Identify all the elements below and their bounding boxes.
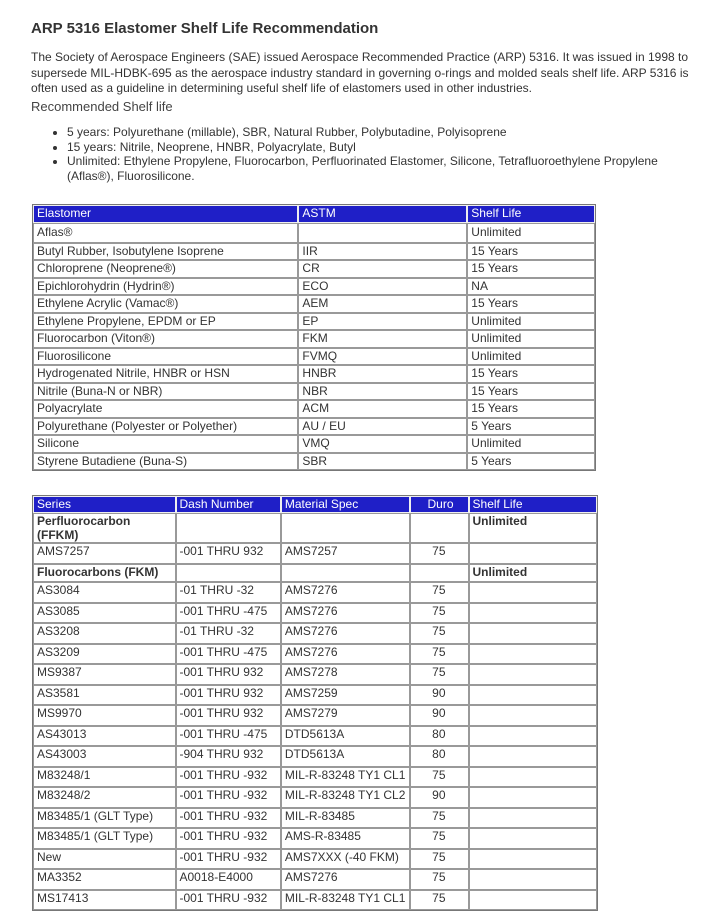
table-row [33,295,595,313]
table-cell: MA3352 [33,869,176,890]
table-row [33,705,597,726]
table-row [33,603,597,624]
table-cell: Ethylene Propylene, EPDM or EP [33,313,298,331]
table-cell: 15 Years [467,365,595,383]
table-cell [298,223,467,243]
table-cell: -001 THRU -932 [176,787,281,808]
table-row [33,513,597,543]
table-cell [469,849,597,870]
table-cell: Ethylene Acrylic (Vamac®) [33,295,298,313]
table-cell: 90 [410,685,468,706]
table-cell: AMS-R-83485 [281,828,410,849]
table-cell: 75 [410,869,468,890]
table-cell: AMS7257 [33,543,176,564]
table-cell [281,513,410,543]
table-cell: -001 THRU 932 [176,685,281,706]
table-cell: -01 THRU -32 [176,582,281,603]
table-cell: AS3209 [33,644,176,665]
table-cell: 75 [410,603,468,624]
table-cell [469,787,597,808]
table-cell: 15 Years [467,243,595,261]
table-row [33,582,597,603]
table-cell: 15 Years [467,400,595,418]
table-row [33,418,595,436]
table-cell: -001 THRU -475 [176,726,281,747]
table-cell: Chloroprene (Neoprene®) [33,260,298,278]
table-cell [410,513,468,543]
table-cell [469,808,597,829]
column-header: Material Spec [281,496,410,513]
table-cell: AMS7276 [281,644,410,665]
table-cell: AMS7257 [281,543,410,564]
column-header: Shelf Life [467,205,595,223]
table-header-row [33,205,595,223]
table-row [33,243,595,261]
table-cell: NA [467,278,595,296]
table-cell: 90 [410,705,468,726]
elastomer-table [32,204,596,471]
table-row [33,746,597,767]
bullet-item: • Unlimited: Ethylene Propylene, Fluorocarbon, Perfluorinated Elastomer, Silicone, Tetrafluoroethylene Propylene (Aflas®), Fluorosilicone. [67,154,701,183]
table-header-row [33,496,597,513]
shelf-life-bullet-list [31,125,701,183]
table-row [33,685,597,706]
table-row [33,828,597,849]
table-row [33,313,595,331]
column-header: Dash Number [176,496,281,513]
table-cell: NBR [298,383,467,401]
table-cell: DTD5613A [281,746,410,767]
table-cell: AMS7XXX (-40 FKM) [281,849,410,870]
table-row [33,435,595,453]
column-header: Shelf Life [469,496,597,513]
table-cell: Hydrogenated Nitrile, HNBR or HSN [33,365,298,383]
table-cell [281,564,410,583]
table-cell: ACM [298,400,467,418]
table-cell: M83485/1 (GLT Type) [33,828,176,849]
table-cell: MIL-R-83485 [281,808,410,829]
table-cell: Polyacrylate [33,400,298,418]
table-cell: AU / EU [298,418,467,436]
table-cell: AS43003 [33,746,176,767]
table-cell: AS3084 [33,582,176,603]
table-cell: Butyl Rubber, Isobutylene Isoprene [33,243,298,261]
table-row [33,849,597,870]
table-cell: M83485/1 (GLT Type) [33,808,176,829]
table-cell: AMS7276 [281,623,410,644]
column-header: ASTM [298,205,467,223]
page-title: ARP 5316 Elastomer Shelf Life Recommendation [31,20,379,37]
table-cell: Perfluorocarbon (FFKM) [33,513,176,543]
table-cell: 75 [410,543,468,564]
table-cell: -001 THRU -932 [176,828,281,849]
table-cell [469,828,597,849]
table-cell: AMS7259 [281,685,410,706]
table-cell: 15 Years [467,383,595,401]
series-table [32,495,598,911]
table-cell: 75 [410,890,468,911]
table-cell: 80 [410,746,468,767]
table-cell: AS3208 [33,623,176,644]
table-row [33,543,597,564]
table-cell: AMS7279 [281,705,410,726]
table-cell: 75 [410,767,468,788]
table-cell [469,623,597,644]
table-cell [469,664,597,685]
column-header: Duro [410,496,468,513]
table-cell [469,890,597,911]
table-row [33,453,595,471]
table-row [33,564,597,583]
table-cell: Silicone [33,435,298,453]
table-cell [469,644,597,665]
table-cell [469,582,597,603]
table-cell: AS3085 [33,603,176,624]
table-row [33,383,595,401]
table-cell: -001 THRU 932 [176,664,281,685]
table-row [33,348,595,366]
table-cell: A0018-E4000 [176,869,281,890]
table-cell: -001 THRU -475 [176,644,281,665]
table-cell [469,767,597,788]
table-cell [469,746,597,767]
table-cell: -001 THRU -932 [176,808,281,829]
table-cell: Fluorocarbons (FKM) [33,564,176,583]
table-row [33,767,597,788]
table-cell: MIL-R-83248 TY1 CL2 [281,787,410,808]
table-row [33,664,597,685]
table-cell [176,513,281,543]
table-cell: Unlimited [467,313,595,331]
bullet-item: • 15 years: Nitrile, Neoprene, HNBR, Polyacrylate, Butyl [67,140,701,155]
table-cell: AS3581 [33,685,176,706]
table-cell: 75 [410,623,468,644]
table-cell: MIL-R-83248 TY1 CL1 [281,767,410,788]
table-cell: M83248/2 [33,787,176,808]
table-cell: Fluorocarbon (Viton®) [33,330,298,348]
table-cell: 15 Years [467,260,595,278]
table-cell: DTD5613A [281,726,410,747]
table-cell [469,685,597,706]
table-cell: Unlimited [469,564,597,583]
table-cell: 75 [410,582,468,603]
table-cell [469,869,597,890]
table-cell: SBR [298,453,467,471]
table-cell: Polyurethane (Polyester or Polyether) [33,418,298,436]
table-cell [469,603,597,624]
table-cell: -001 THRU 932 [176,543,281,564]
table-cell: VMQ [298,435,467,453]
table-row [33,400,595,418]
table-cell: 90 [410,787,468,808]
table-cell: MS17413 [33,890,176,911]
table-cell: Styrene Butadiene (Buna-S) [33,453,298,471]
table-cell: Nitrile (Buna-N or NBR) [33,383,298,401]
table-cell: -001 THRU 932 [176,705,281,726]
table-row [33,623,597,644]
table-row [33,869,597,890]
table-cell [469,705,597,726]
table-cell: 5 Years [467,453,595,471]
table-cell: -904 THRU 932 [176,746,281,767]
column-header: Series [33,496,176,513]
table-cell: AMS7278 [281,664,410,685]
table-cell: Unlimited [467,223,595,243]
table-cell: Aflas® [33,223,298,243]
table-cell: Fluorosilicone [33,348,298,366]
table-cell: AMS7276 [281,869,410,890]
table-row [33,365,595,383]
table-cell: IIR [298,243,467,261]
table-row [33,787,597,808]
table-cell: 5 Years [467,418,595,436]
table-cell: 80 [410,726,468,747]
table-row [33,644,597,665]
table-row [33,808,597,829]
table-cell: 75 [410,849,468,870]
table-cell: MS9970 [33,705,176,726]
table-cell: New [33,849,176,870]
table-row [33,330,595,348]
table-cell [469,543,597,564]
table-cell: -001 THRU -932 [176,890,281,911]
table-cell: FVMQ [298,348,467,366]
table-cell: 15 Years [467,295,595,313]
table-cell: -001 THRU -932 [176,849,281,870]
bullet-item: • 5 years: Polyurethane (millable), SBR, Natural Rubber, Polybutadine, Polyisoprene [67,125,701,140]
table-cell [410,564,468,583]
table-cell: -001 THRU -475 [176,603,281,624]
column-header: Elastomer [33,205,298,223]
table-row [33,890,597,911]
table-cell: FKM [298,330,467,348]
table-cell: ECO [298,278,467,296]
table-cell: M83248/1 [33,767,176,788]
table-cell: Unlimited [467,348,595,366]
table-cell: -01 THRU -32 [176,623,281,644]
table-cell: MS9387 [33,664,176,685]
table-cell: -001 THRU -932 [176,767,281,788]
table-cell: Unlimited [467,330,595,348]
table-row [33,260,595,278]
table-cell: 75 [410,808,468,829]
table-cell: 75 [410,644,468,665]
table-cell: AEM [298,295,467,313]
table-cell: MIL-R-83248 TY1 CL1 [281,890,410,911]
table-cell: HNBR [298,365,467,383]
table-cell: 75 [410,664,468,685]
table-cell [469,726,597,747]
table-row [33,726,597,747]
table-cell [176,564,281,583]
table-cell: CR [298,260,467,278]
intro-paragraph: The Society of Aerospace Engineers (SAE) issued Aerospace Recommended Practice (ARP) 5316. It was issued in 1998 to supersede MIL-HDBK-695 as the aerospace industry standard in governing o-rings and molded seals shelf life. ARP 5316 is often used as a guideline in determining useful shelf life of elastomers used in other industries. [31,50,689,95]
table-cell: 75 [410,828,468,849]
table-cell: AMS7276 [281,603,410,624]
table-cell: Epichlorohydrin (Hydrin®) [33,278,298,296]
table-row [33,223,595,243]
section-heading: Recommended Shelf life [31,99,173,114]
table-cell: EP [298,313,467,331]
table-cell: AMS7276 [281,582,410,603]
table-row [33,278,595,296]
table-cell: AS43013 [33,726,176,747]
table-cell: Unlimited [467,435,595,453]
table-cell: Unlimited [469,513,597,543]
